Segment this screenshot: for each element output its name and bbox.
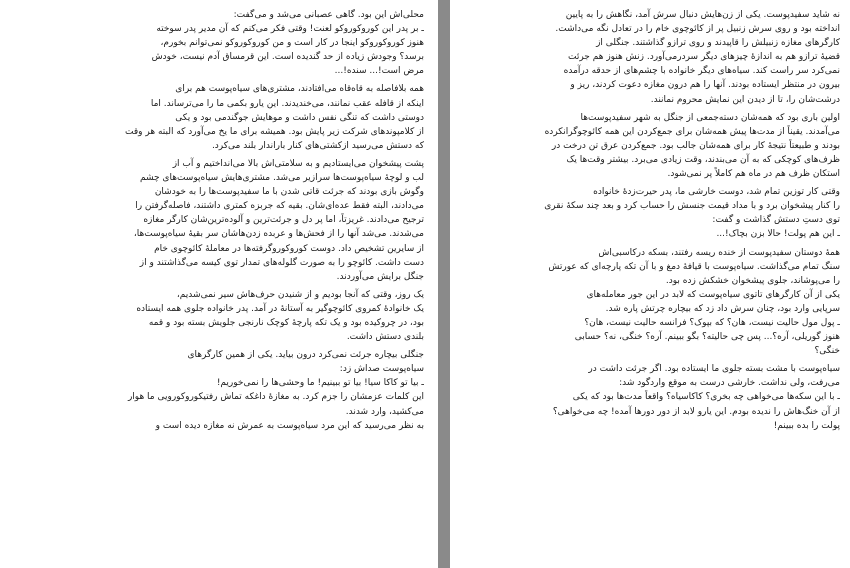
left-page-text — [30, 8, 424, 433]
text-line: می‌شدند. می‌شد آنها را از فحش‌ها و عربده زدن‌هاشان سر بقیهٔ سیاه‌پوست‌ها، — [133, 229, 424, 240]
text-line: سرپایی وارد بود، چنان سرش داد زد که بیچاره چرتش پاره شد. — [605, 303, 840, 314]
text-line: از کلامپوندهای شرکت زیر پایش بود. همیشه برای ما یخ می‌آورد که البته هر وقت — [125, 126, 424, 137]
text-line: خنگی؟ — [814, 346, 840, 357]
text-line: ـ این هم پولت! حالا بزن بچاک!... — [716, 229, 840, 240]
text-line: بودند و طبیعتاً نتیجهٔ کار برای همه‌شان جالب بود. جمع‌کردن عرق تن درخت در — [551, 140, 840, 151]
text-line: برسد؟ وجودش زیاده از حد گندیده است. این قرمساق آدم نیست، خودش — [151, 52, 424, 63]
text-line: وگوش بازی بودند که جرئت قاتی شدن با ما سفیدپوست‌ها را به خودشان — [154, 187, 424, 198]
text-line: پشت پیشخوان می‌ایستادیم و به سلامتی‌اش بالا می‌انداختیم و آب از — [172, 158, 424, 169]
right-page-text — [462, 8, 840, 433]
text-line: درشت‌شان را، تا از دیدن این نمایش محروم نمانند. — [650, 94, 840, 105]
text-line: می‌رفت، ولی نداشت. خارشی درست به موقع واردگود شد: — [619, 378, 840, 389]
text-line: همهٔ دوستان سفیدپوست از خنده ریسه رفتند، بسکه درکاسبی‌اش — [598, 247, 840, 258]
text-line: لب و لوچهٔ سیاه‌پوست‌ها سرازیر می‌شد. مشتری‌هایش سیاه‌پوست‌های چشم — [139, 173, 424, 184]
text-line: می‌کشید، وارد شدند. — [345, 406, 424, 417]
text-line: به نظر می‌رسید که این مرد سیاه‌پوست به عمرش نه مغازه دیده است و — [155, 420, 424, 431]
text-line: را کنار پیشخوان برد و با مداد قیمت جنسش را حساب کرد و بعد چند سکهٔ نقری — [544, 201, 840, 212]
text-line: وقتی کار توزین تمام شد، دوست خارشی ما، پدر حیرت‌زدهٔ خانواده — [593, 187, 840, 198]
text-line: یک روز، وقتی که آنجا بودیم و از شنیدن حرف‌هاش سیر نمی‌شدیم، — [176, 289, 424, 300]
text-line: ـ پول مول حالیت نیست، هان؟ که بپوک؟ فرانسه حالیت نیست، هان؟ — [584, 317, 840, 328]
text-line: محلی‌اش این بود. گاهی عصبانی می‌شد و می‌گفت: — [233, 10, 424, 20]
text-line: از آن خنگ‌هاش را ندیده بودم. این یارو لابد از دور دورها آمده! چه می‌خواهی؟ — [552, 406, 840, 417]
text-line: ترجیح می‌دادند. غریزتاً، اما پر دل و جرئت‌ترین و آلوده‌ترین‌شان کارگر مغازه — [143, 215, 424, 226]
text-line: انداخته بود و روی سرش زنبیل پر از کائوچوی خام را در تعادل نگه می‌داشت. — [555, 24, 840, 35]
text-line: مرض است!... سنده!... — [334, 66, 424, 77]
text-line: می‌آمدند. یقیناً از مدت‌ها پیش همه‌شان برای جمع‌کردن این همه کائوچوگرانکرده — [544, 126, 840, 137]
text-line: قضیهٔ ترازو هم به اندازهٔ چیزهای دیگر سردرمی‌آورد. زنش هنوز هم جرئت — [568, 52, 840, 63]
text-line: اینکه از قافله عقب نمانند، می‌خندیدند. این یارو بکمی ما را می‌ترساند. اما — [150, 98, 424, 109]
text-line: سیاه‌پوست با مشت بسته جلوی ما ایستاده بود. اگر جرئت داشت در — [588, 364, 840, 375]
text-line: نه شاید سفیدپوست. یکی از زن‌هایش دنبال سرش آمد، نگاهش را به پایین — [565, 10, 840, 20]
text-line: بلندی دستش داشت. — [346, 332, 424, 343]
text-line: ظرف‌های کوچکی که به آن می‌بندند، وقت زیادی می‌برد. بیشتر وقت‌ها یک — [566, 154, 840, 165]
text-line: ـ بر پدر این کوروکوروکو لعنت! وقتی فکر می‌کنم که آن مدیر پدر سوخته — [156, 24, 424, 35]
text-line: توی دستِ دستش گذاشت و گفت: — [712, 215, 840, 226]
text-line: ـ با این سکه‌ها می‌خواهی چه بخری؟ کاکاسیاه؟ واقعاً مدت‌ها بود که یکی — [572, 392, 840, 403]
text-line: یک خانوادهٔ کمروی کائوچوگیر به آستانهٔ در آمد. پدر خانواده جلوی همه ایستاده — [136, 303, 424, 314]
text-line: دوستی داشت که تنگی نفس داشت و موهایش جوگندمی بود و یکی — [175, 112, 424, 123]
text-line: سیاه‌پوست صداش زد: — [339, 364, 424, 375]
text-line: که دستش می‌رسید ازکشتی‌های کنار باراندار بلند می‌کرد. — [211, 140, 424, 151]
text-line: هنوز گوریلی، آره؟... پس چی حالیته؟ بگو ببینم. آره؟ خنگی، نه؟ حسابی — [574, 332, 840, 343]
text-line: از سایرین تشخیص داد. دوست کوروکوروگرفته‌ها در معاملهٔ کائوچوی خام — [154, 243, 424, 254]
book-gutter — [438, 0, 450, 568]
text-line: جنگل برایش می‌آوردند. — [336, 271, 424, 282]
text-line: یکی از آن کارگرهای تاتوی سیاه‌پوست که لابد در این جور معامله‌های — [586, 289, 840, 300]
text-line: بود، در چروکیده بود و یک تکه پارچهٔ کوچک نارنجی جلویش بسته بود و قمه — [148, 317, 424, 328]
text-line: پولت را بده ببینم! — [773, 420, 840, 431]
text-line: هنوز کوروکوروکو اینجا در کار است و من کوروکوروکو نمی‌توانم بخورم، — [160, 38, 424, 49]
text-line: بیرون در منتظر ایستاده بودند. آنها را هم درون مغازه دعوت کردند، ریز و — [570, 80, 840, 91]
text-line: اولین باری بود که همه‌شان دسته‌جمعی از جنگل به شهر سفیدپوست‌ها — [580, 112, 840, 123]
text-line: استکان ظرف هم در ماه هم کاملاً پر نمی‌شود. — [667, 169, 840, 180]
text-line: سنگ تمام می‌گذاشت. سیاه‌پوست با قیافهٔ دمغ و با آن تکه پارچه‌ای که عورتش — [548, 261, 840, 272]
text-line: دست داشت. کائوچو را به صورت گلوله‌های تمدار توی کیسه می‌گذاشتند و از — [139, 257, 424, 268]
text-line: ـ بیا تو کاکا سیا! بیا تو ببینیم! ما وحشی‌ها را نمی‌خوریم! — [216, 378, 424, 389]
right-page — [450, 0, 850, 568]
text-line: نمی‌کرد سر راست کند. سیاه‌های دیگر خانواده با چشم‌های از حدقه درآمده — [563, 66, 840, 77]
text-line: جنگلی بیچاره جرئت نمی‌کرد درون بیاید. یکی از همین کارگرهای — [187, 350, 424, 361]
text-line: را می‌پوشاند، جلوی پیشخوان خشکش زده بود. — [665, 275, 840, 286]
text-line: می‌دادند، البته فقط عده‌ای‌شان. بقیه که جربزه کمتری داشتند، فاصله‌گرفتن را — [135, 201, 424, 212]
text-line: این کلمات عزمشان را جزم کرد. به مغازهٔ داغکه تماش رفتیکوروکورویی ما هوار — [127, 392, 424, 403]
text-line: کارگرهای مغازه زنبیلش را قاپیدند و روی ترازو گذاشتند. جنگلی از — [596, 38, 840, 49]
text-line: همه بلافاصله به قاه‌قاه می‌افتادند، مشتری‌های سیاه‌پوست هم برای — [175, 84, 424, 95]
